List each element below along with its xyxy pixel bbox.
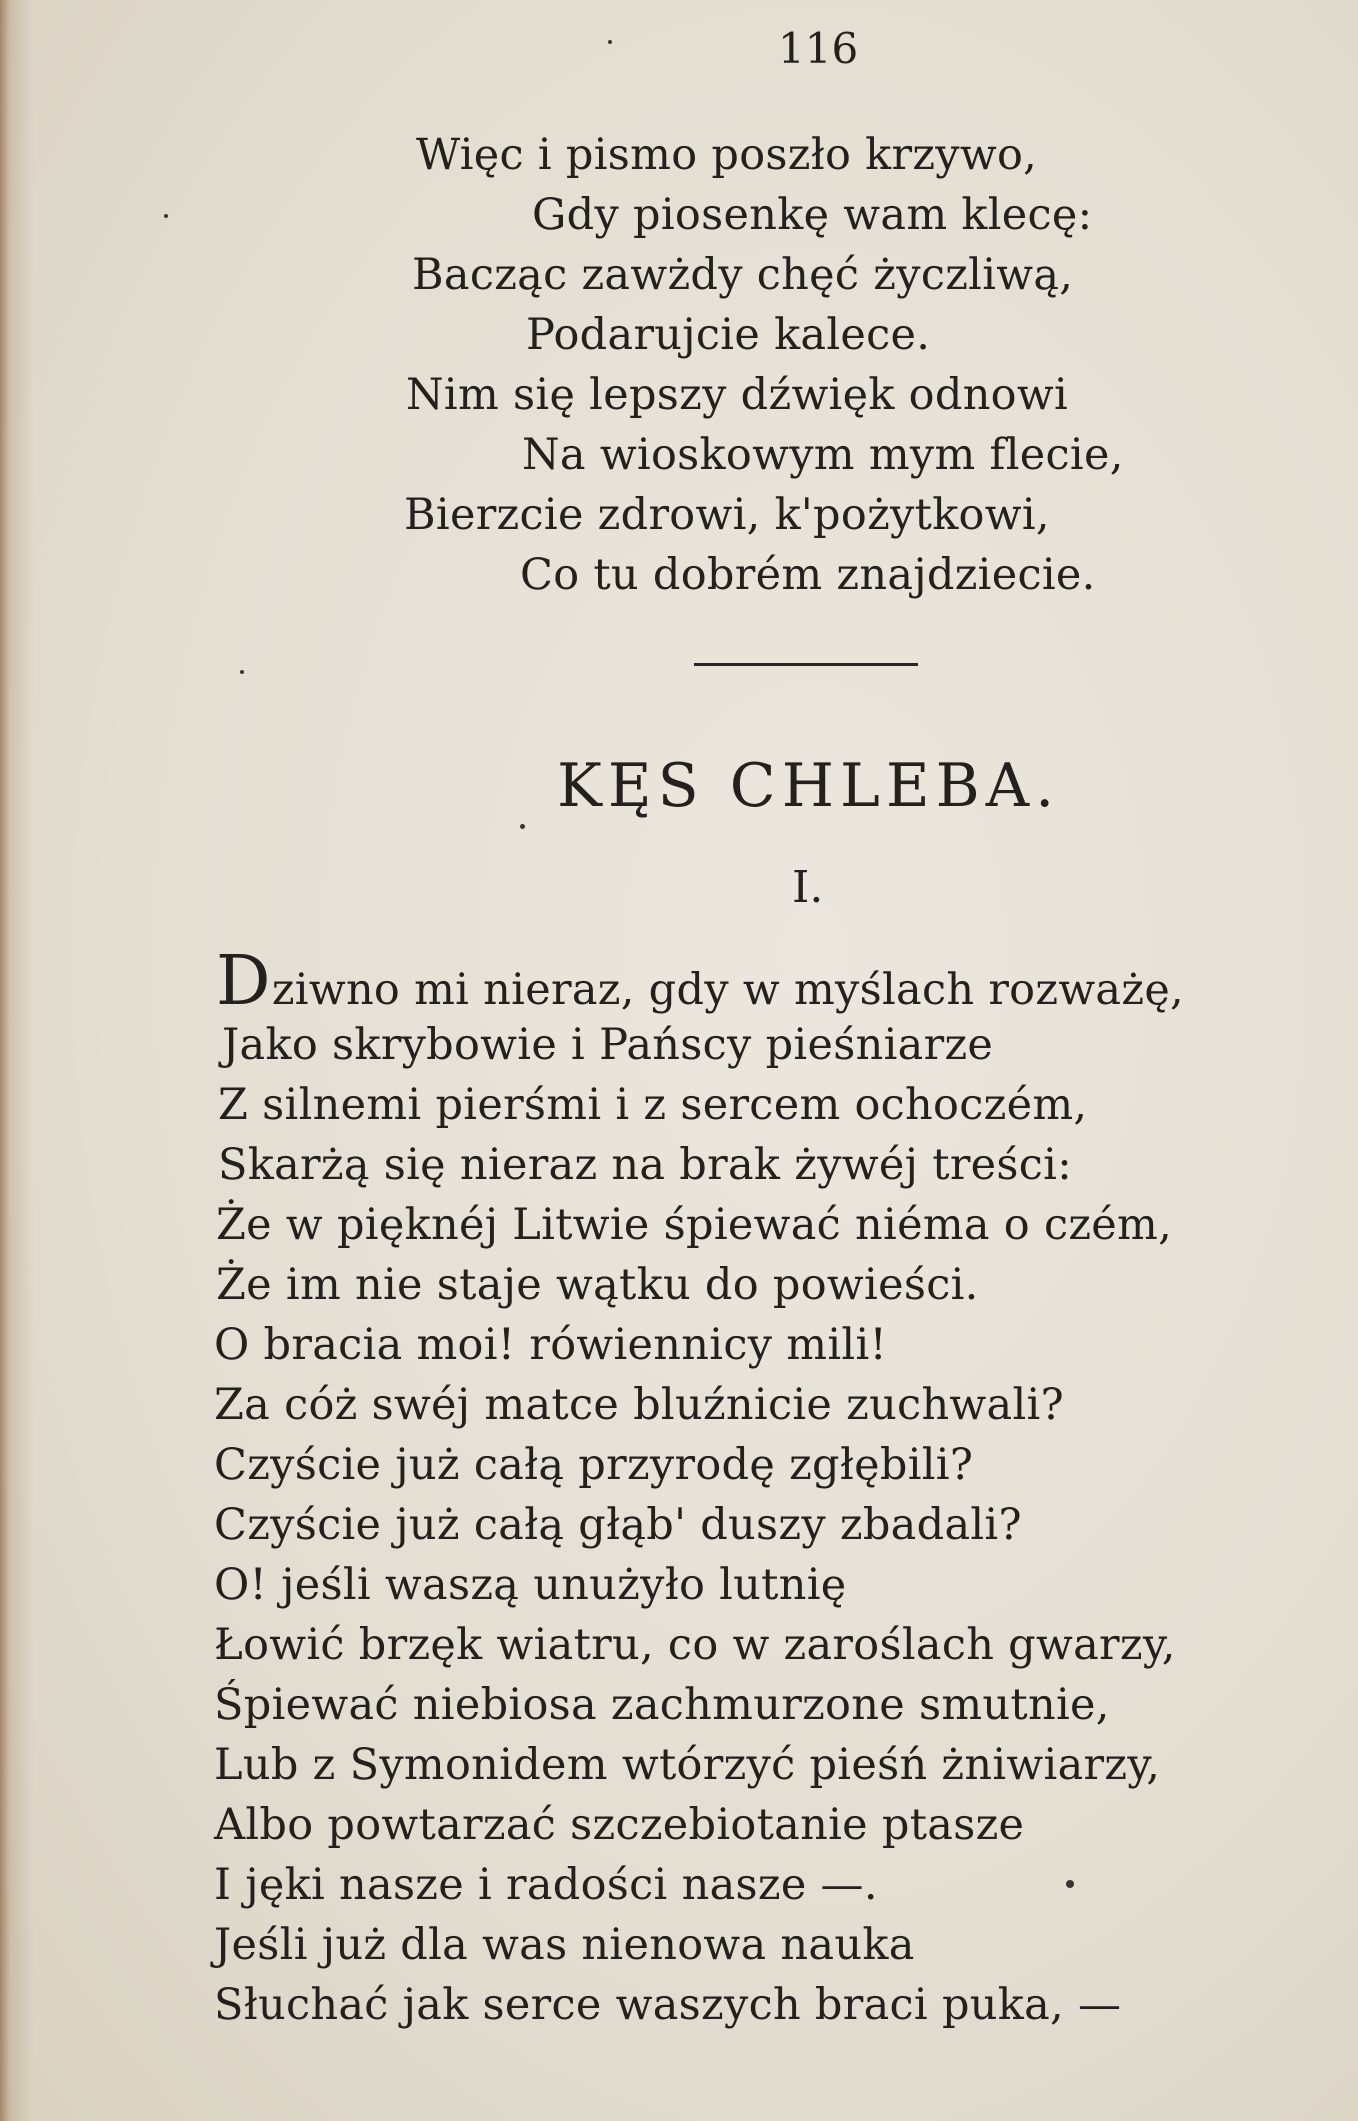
poem-line: Łowić brzęk wiatru, co w zaroślach gwarzy, <box>214 1620 1176 1670</box>
stanza-line: Bierzcie zdrowi, k'pożytkowi, <box>404 490 1050 540</box>
poem-line: O! jeśli waszą unużyło lutnię <box>214 1560 847 1610</box>
section-divider <box>694 663 918 666</box>
ink-speck <box>1066 1880 1074 1888</box>
ink-speck <box>164 214 168 218</box>
poem-line: I jęki nasze i radości nasze —. <box>214 1860 878 1910</box>
stanza-line: Bacząc zawżdy chęć życzliwą, <box>412 250 1074 300</box>
stanza-line: Na wioskowym mym flecie, <box>522 430 1124 480</box>
section-number: I. <box>792 862 824 913</box>
poem-line: Śpiewać niebiosa zachmurzone smutnie, <box>214 1680 1110 1730</box>
poem-line: Jako skrybowie i Pańscy pieśniarze <box>222 1020 994 1070</box>
poem-line: Lub z Symonidem wtórzyć pieśń żniwiarzy, <box>214 1740 1161 1790</box>
first-line-text: ziwno mi nieraz, gdy w myślach rozważę, <box>271 965 1185 1015</box>
poem-line: Czyście już całą głąb' duszy zbadali? <box>214 1500 1022 1550</box>
poem-title: KĘS CHLEBA. <box>557 751 1061 821</box>
poem-line: Że im nie staje wątku do powieści. <box>216 1260 979 1310</box>
poem-line: Skarżą się nieraz na brak żywéj treści: <box>218 1140 1073 1190</box>
poem-line: Albo powtarzać szczebiotanie ptasze <box>214 1800 1025 1850</box>
ink-speck <box>608 40 612 44</box>
poem-line: Jeśli już dla was nienowa nauka <box>214 1920 915 1970</box>
stanza-line: Co tu dobrém znajdziecie. <box>520 550 1096 600</box>
stanza-line: Nim się lepszy dźwięk odnowi <box>406 370 1069 420</box>
drop-cap: D <box>216 942 271 1021</box>
ink-speck <box>520 824 525 829</box>
page-number: 116 <box>778 24 859 73</box>
poem-line: Że w pięknéj Litwie śpiewać niéma o czém, <box>216 1200 1173 1250</box>
poem-line: Czyście już całą przyrodę zgłębili? <box>214 1440 974 1490</box>
poem-line: O bracia moi! rówiennicy mili! <box>214 1320 888 1370</box>
poem-line-first <box>216 942 1185 1021</box>
stanza-line: Podarujcie kalece. <box>526 310 931 360</box>
poem-line: Za cóż swéj matce bluźnicie zuchwali? <box>214 1380 1064 1430</box>
stanza-line: Więc i pismo poszło krzywo, <box>416 130 1038 180</box>
ink-speck <box>240 670 244 674</box>
poem-line: Z silnemi pierśmi i z sercem ochoczém, <box>218 1080 1088 1130</box>
stanza-line: Gdy piosenkę wam klecę: <box>532 190 1093 240</box>
poem-line: Słuchać jak serce waszych braci puka, — <box>214 1980 1122 2030</box>
